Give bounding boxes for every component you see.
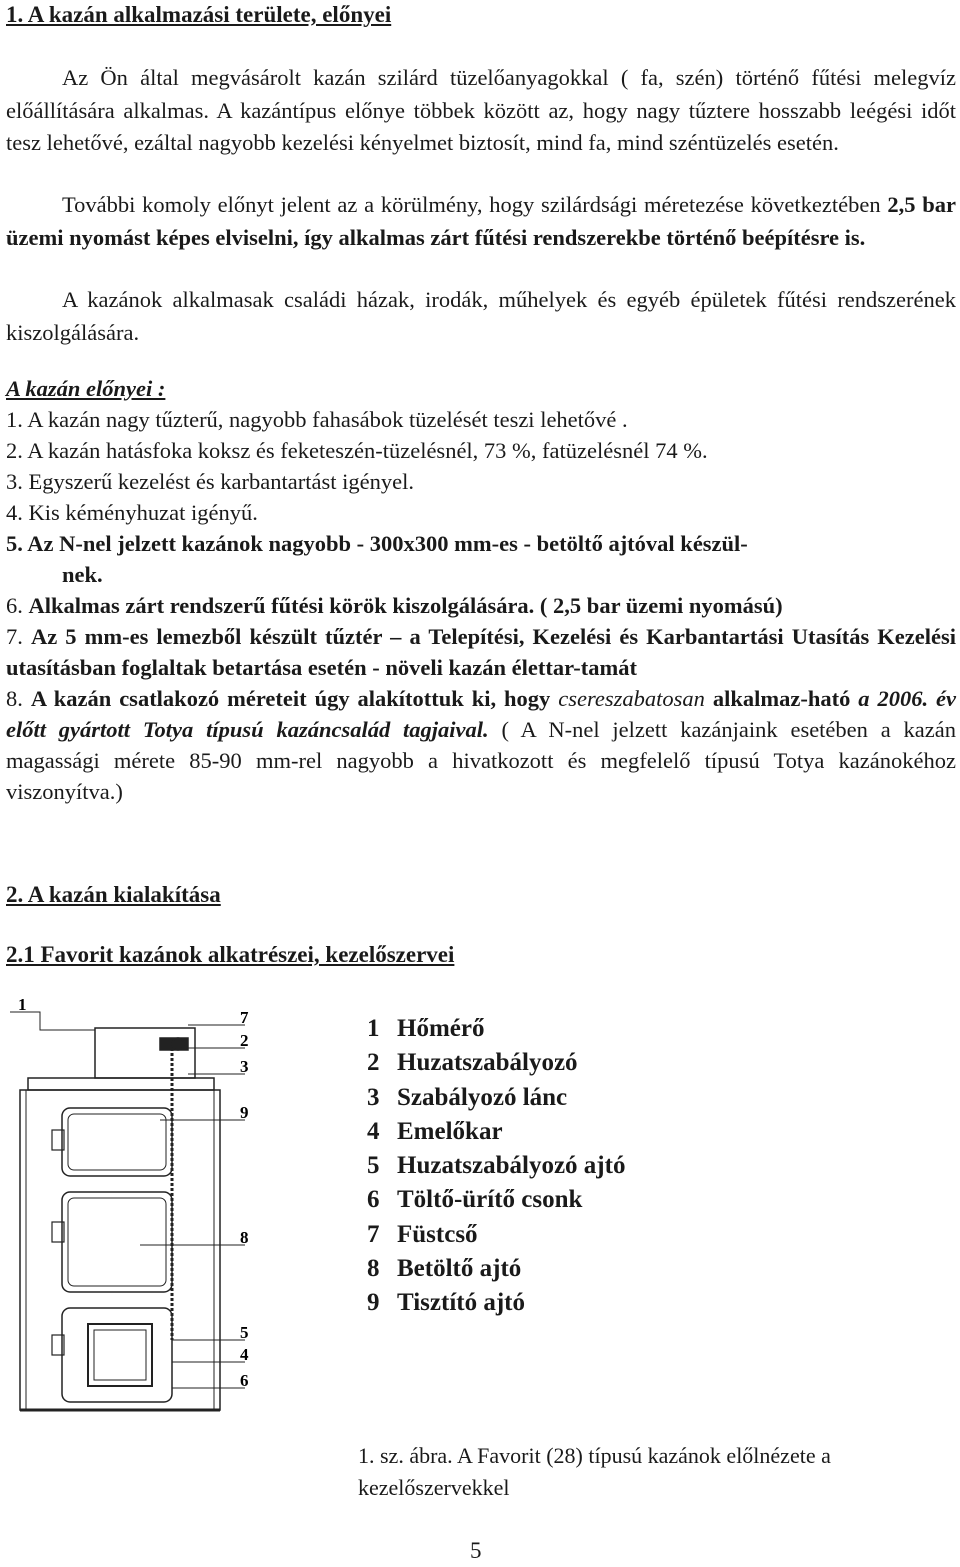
legend-item-3 [367, 1081, 625, 1115]
legend-item-8 [367, 1252, 625, 1286]
legend-item-5 [367, 1149, 625, 1183]
callout-8: 8 [240, 1228, 249, 1247]
page-number: 5 [470, 1538, 482, 1563]
advantage-item-8-bold-italic: a 2006. év előtt gyártott Totya típusú kazáncsalád tagjaival. [6, 686, 956, 742]
advantage-item-8 [6, 683, 956, 807]
advantage-item-2: 2. A kazán hatásfoka koksz és feketeszén-tüzelésnél, 73 %, fatüzelésnél 74 %. [6, 438, 708, 463]
advantages-list [6, 373, 956, 807]
legend-label: Hőmérő [397, 1015, 485, 1042]
legend-number: 6 [367, 1186, 380, 1214]
pressure-paragraph-text: További komoly előnyt jelent az a körülmény, hogy szilárdsági méretezése következtében [62, 192, 888, 217]
advantage-item-8-number: 8. [6, 686, 23, 711]
parts-legend [367, 1012, 625, 1321]
legend-item-1 [367, 1012, 625, 1046]
advantage-item-5-number: 5. [6, 531, 23, 556]
advantage-item-8-rest: ( A N-nel jelzett kazánjaink esetében a kazán magassági mérete 85-90 mm-rel nagyobb a hivatkozott és megfelelő típusú Totya kazánokéhoz viszonyítva.) [6, 717, 956, 804]
advantage-item-5-text: Az N-nel jelzett kazánok nagyobb - 300x300 mm-es - betöltő ajtóval készül- [27, 531, 748, 556]
callout-5: 5 [240, 1323, 249, 1342]
regulator-door-shape [62, 1308, 172, 1402]
legend-item-6 [367, 1183, 625, 1217]
callout-1: 1 [18, 995, 27, 1014]
section-2-1-heading: 2.1 Favorit kazánok alkatrészei, kezelőszervei [6, 942, 455, 967]
legend-item-9 [367, 1286, 625, 1320]
pressure-paragraph-bold: 2,5 bar üzemi nyomást képes elviselni, így alkalmas zárt fűtési rendszerekbe történő beépítésre is. [6, 192, 957, 250]
legend-label: Szabályozó lánc [397, 1083, 568, 1111]
legend-label: Huzatszabályozó ajtó [397, 1152, 626, 1180]
boiler-top-shape [28, 1078, 214, 1090]
legend-label: Betöltő ajtó [397, 1255, 522, 1283]
callout-3: 3 [240, 1057, 249, 1076]
advantage-item-5-cont: nek. [62, 562, 103, 587]
callout-2: 2 [240, 1031, 249, 1050]
legend-number: 8 [367, 1255, 380, 1283]
pressure-paragraph [6, 189, 956, 254]
advantage-item-3: 3. Egyszerű kezelést és karbantartást igényel. [6, 469, 414, 494]
legend-label: Tisztító ajtó [397, 1289, 525, 1317]
section-2-heading: 2. A kazán kialakítása [6, 882, 221, 907]
legend-label: Töltő-ürítő csonk [397, 1186, 583, 1214]
advantage-item-6-text: Alkalmas zárt rendszerű fűtési körök kiszolgálására. ( 2,5 bar üzemi nyomású) [28, 593, 783, 618]
legend-item-2 [367, 1046, 625, 1080]
advantage-item-7-text: Az 5 mm-es lemezből készült tűztér – a Telepítési, Kezelési és Karbantartási Utasítás Kezelési utasításban foglaltak betartása esetén - növeli kazán élettar-tamát [6, 624, 957, 680]
advantages-heading: A kazán előnyei : [6, 376, 166, 401]
callout-7: 7 [240, 1008, 249, 1027]
callout-6: 6 [240, 1371, 249, 1390]
legend-number: 9 [367, 1289, 380, 1317]
legend-label: Huzatszabályozó [397, 1049, 578, 1077]
intro-paragraph: Az Ön által megvásárolt kazán szilárd tüzelőanyagokkal ( fa, szén) történő fűtési melegvíz előállítására alkalmas. A kazántípus előnye többek között az, hogy nagy tűztere hosszabb leégési időt tesz lehetővé, ezáltal nagyobb kezelési kényelmet biztosít, mind fa, mind széntüzelés esetén. [6, 65, 956, 155]
legend-label: Füstcső [397, 1220, 478, 1248]
callout-4: 4 [240, 1345, 249, 1364]
legend-number: 7 [367, 1220, 380, 1248]
flue-pipe-shape [95, 1028, 195, 1078]
legend-number: 4 [367, 1117, 380, 1145]
advantage-item-4: 4. Kis kéményhuzat igényű. [6, 500, 258, 525]
legend-label: Emelőkar [397, 1117, 503, 1145]
advantage-item-6 [6, 590, 956, 621]
callout-9: 9 [240, 1103, 249, 1122]
advantage-item-8-bold: A kazán csatlakozó méreteit úgy alakítottuk ki, hogy [30, 686, 559, 711]
advantage-item-7 [6, 621, 956, 683]
figure-caption: 1. sz. ábra. A Favorit (28) típusú kazánok előlnézete a kezelőszervekkel [358, 1443, 831, 1500]
loading-door-shape [62, 1192, 172, 1292]
legend-number: 2 [367, 1049, 380, 1077]
cleaning-door-shape [62, 1108, 172, 1176]
advantage-item-5 [6, 528, 956, 559]
advantage-item-6-number: 6. [6, 593, 23, 618]
advantage-item-1: 1. A kazán nagy tűzterű, nagyobb fahasábok tüzelését teszi lehetővé . [6, 407, 628, 432]
legend-item-7 [367, 1218, 625, 1252]
legend-number: 3 [367, 1083, 380, 1111]
section-1-heading: 1. A kazán alkalmazási területe, előnyei [6, 2, 392, 27]
legend-number: 5 [367, 1152, 380, 1180]
advantage-item-7-number: 7. [6, 624, 23, 649]
legend-number: 1 [367, 1015, 380, 1042]
legend-item-4 [367, 1115, 625, 1149]
advantage-item-8-bold-2: alkalmaz-ható [704, 686, 859, 711]
usage-paragraph: A kazánok alkalmasak családi házak, irodák, műhelyek és egyéb épületek fűtési rendszerének kiszolgálására. [6, 287, 956, 345]
boiler-front-view-figure [0, 990, 350, 1430]
advantage-item-8-italic: csereszabatosan [558, 686, 705, 711]
